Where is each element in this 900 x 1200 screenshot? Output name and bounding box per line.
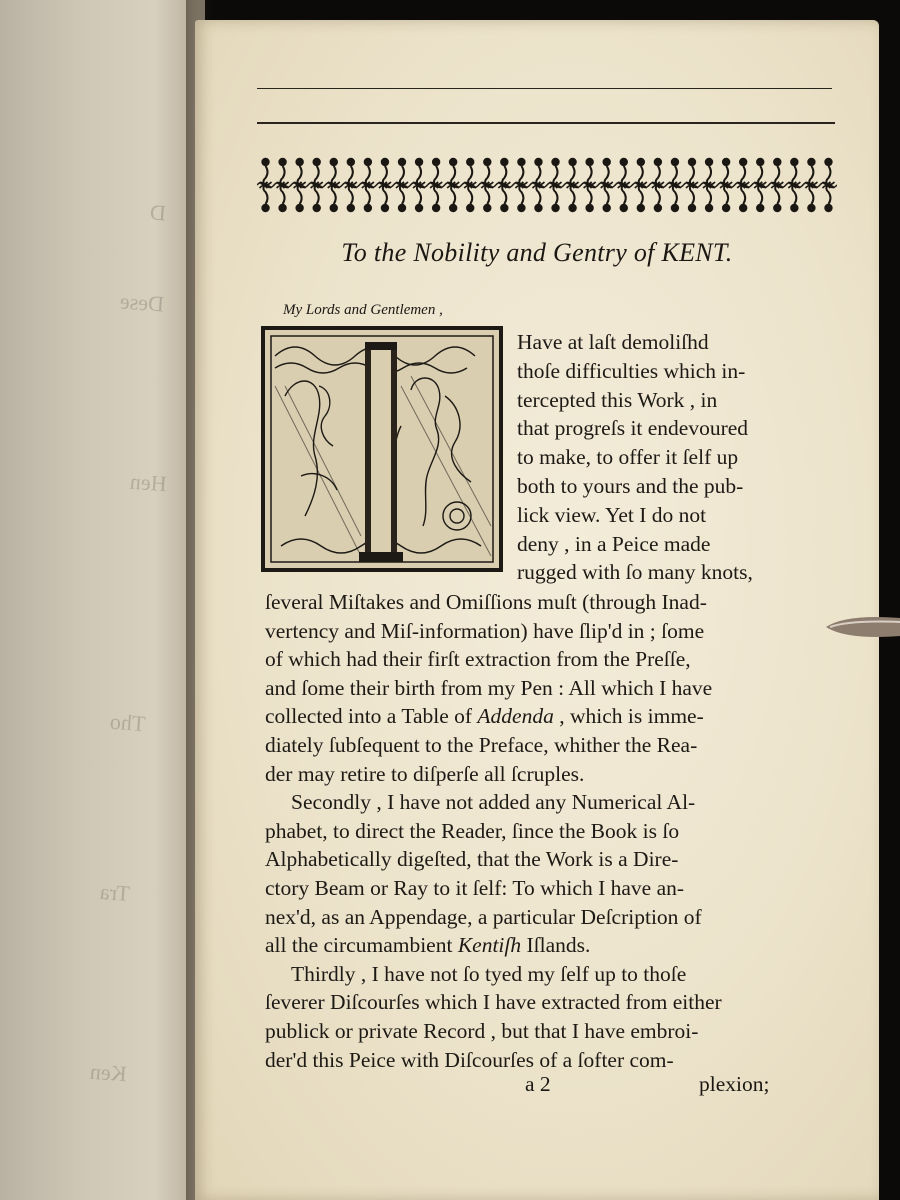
- left-page-bleed-text: Ken: [89, 1058, 128, 1087]
- text-line: diately ſubſequent to the Preface, whither the Rea-: [265, 733, 698, 757]
- text-line: tercepted this Work , in: [517, 387, 718, 412]
- text-line: Secondly , I have not added any Numerical Al-: [291, 790, 696, 815]
- text-line: ſeveral Miſtakes and Omiſſions muſt (through Inad-: [265, 590, 707, 614]
- text-line: thoſe difficulties which in-: [517, 358, 746, 383]
- text-line: rugged with ſo many knots,: [517, 560, 753, 585]
- text-segment: Iſlands.: [521, 933, 591, 958]
- text-line: to make, to offer it ſelf up: [517, 445, 739, 470]
- second-rule: [257, 122, 835, 124]
- woodcut-initial: [261, 326, 503, 572]
- bookmark-tab: [826, 612, 900, 642]
- text-line: vertency and Miſ-information) have ſlip'd in ; ſome: [265, 618, 705, 643]
- left-page-bleed-text: Tho: [109, 708, 147, 737]
- left-page-bleed-text: Tra: [99, 878, 131, 907]
- text-line: [265, 935, 590, 957]
- headpiece-ornament: [257, 152, 837, 218]
- dedication-heading: To the Nobility and Gentry of KENT.: [341, 238, 733, 267]
- text-line: phabet, to direct the Reader, ſince the Book is ſo: [265, 818, 680, 843]
- text-line: ſeverer Diſcourſes which I have extracted from either: [265, 990, 722, 1015]
- text-line: [265, 706, 704, 728]
- text-line: ctory Beam or Ray to it ſelf: To which I have an-: [265, 876, 685, 900]
- text-segment: collected into a Table of: [265, 704, 478, 729]
- text-line: Have at laſt demoliſhd: [517, 330, 709, 354]
- text-line: lick view. Yet I do not: [517, 502, 707, 527]
- italic-word: Kentiſh: [457, 933, 522, 958]
- text-line: deny , in a Peice made: [517, 531, 711, 556]
- signature-mark: a 2: [525, 1072, 551, 1096]
- italic-word: Addenda: [477, 704, 554, 729]
- left-page-bleed-text: Hen: [129, 468, 168, 497]
- text-line: der may retire to diſperſe all ſcruples.: [265, 761, 585, 786]
- catchword: plexion;: [699, 1072, 770, 1096]
- left-page-bleed-text: Dese: [119, 288, 165, 317]
- text-line: both to yours and the pub-: [517, 474, 744, 498]
- left-page: [0, 0, 205, 1200]
- text-line: publick or private Record , but that I have embroi-: [265, 1019, 699, 1043]
- salutation: My Lords and Gentlemen ,: [283, 302, 443, 318]
- text-line: der'd this Peice with Diſcourſes of a ſofter com-: [265, 1047, 674, 1072]
- text-segment: all the circumambient: [265, 933, 458, 958]
- text-segment: , which is imme-: [553, 704, 704, 729]
- text-line: and ſome their birth from my Pen : All which I have: [265, 675, 713, 700]
- text-line: that progreſs it endevoured: [517, 416, 749, 441]
- text-line: nex'd, as an Appendage, a particular Deſcription of: [265, 904, 702, 929]
- text-line: Thirdly , I have not ſo tyed my ſelf up to thoſe: [291, 961, 687, 986]
- left-page-bleed-text: D: [149, 199, 167, 226]
- ornament-scroll: [257, 183, 837, 188]
- text-line: Alphabetically digeſted, that the Work is a Dire-: [265, 847, 679, 872]
- right-page: [195, 20, 879, 1200]
- text-line: of which had their firſt extraction from the Preſſe,: [265, 647, 691, 672]
- top-rule: [257, 88, 832, 89]
